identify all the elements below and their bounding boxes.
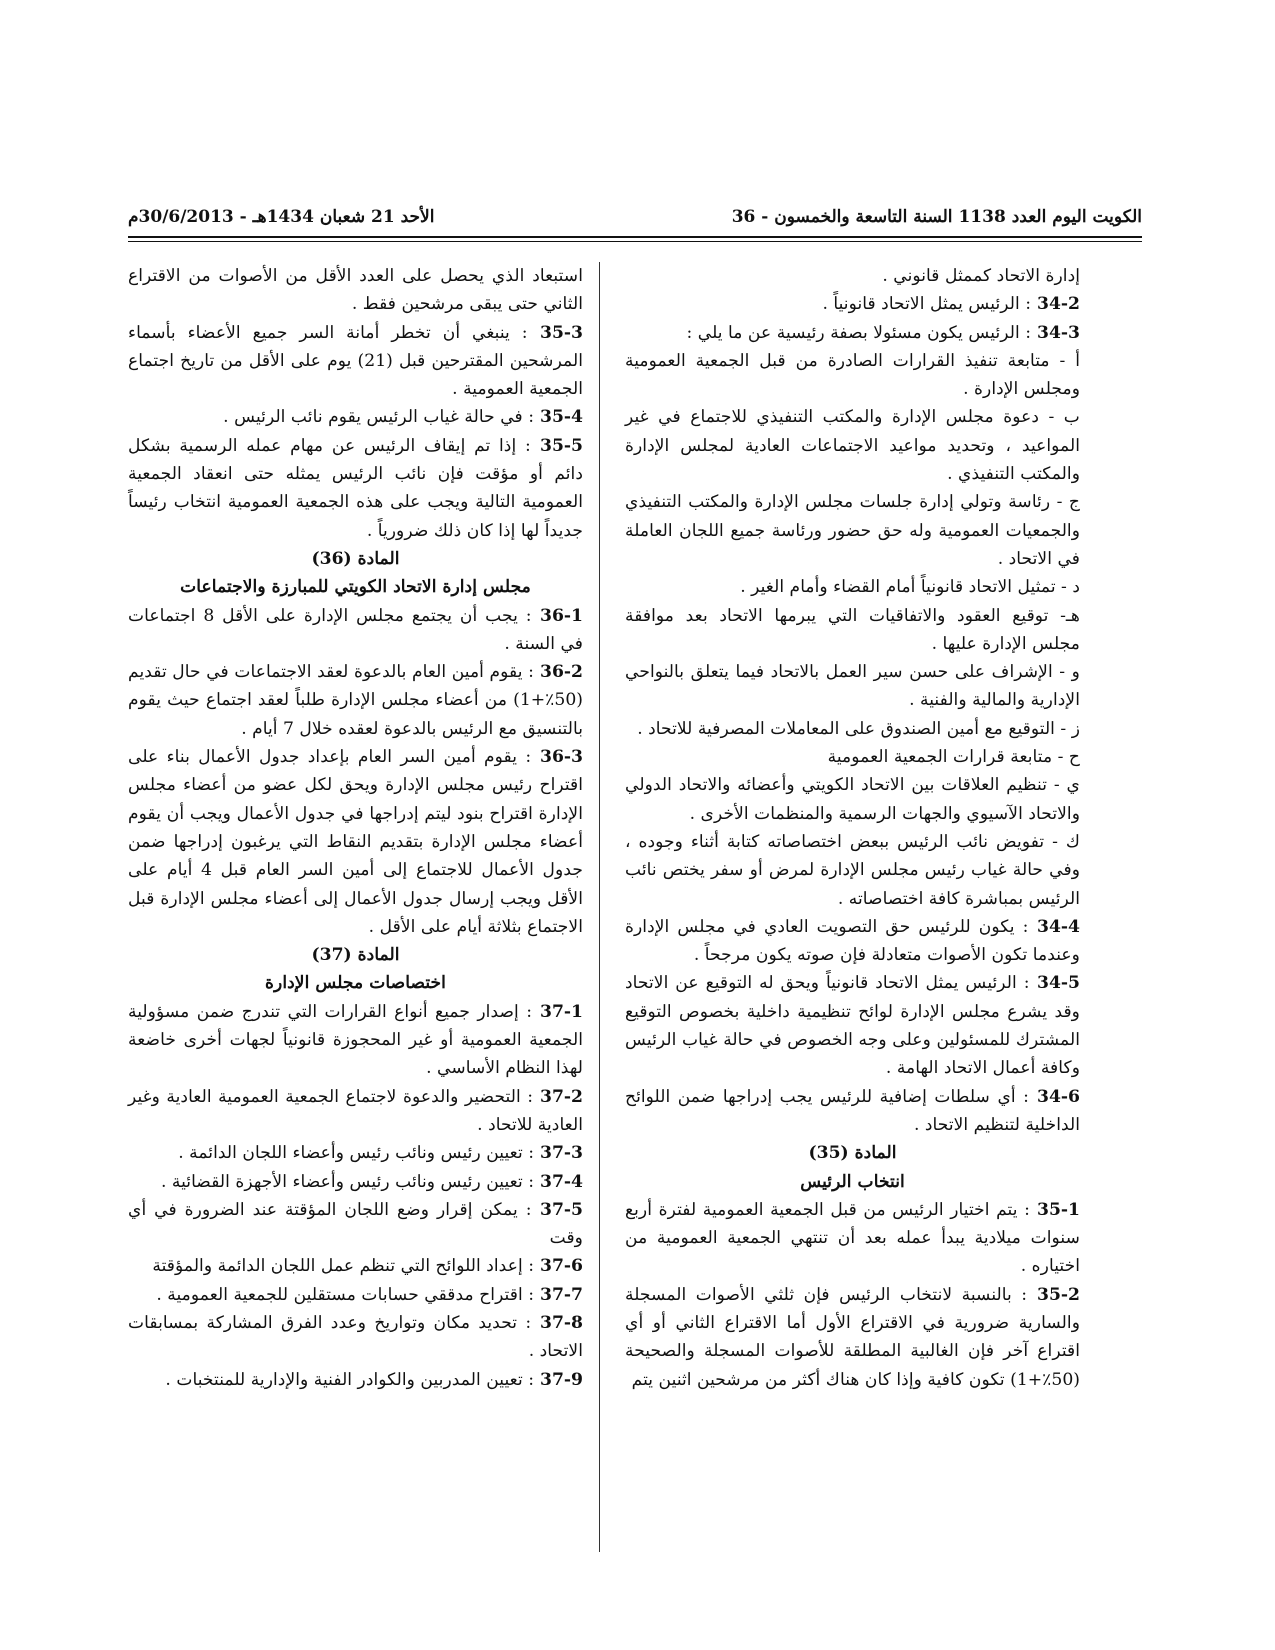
clause-paragraph <box>625 1083 1080 1140</box>
clause-paragraph <box>128 602 583 659</box>
clause-number: 37-3 <box>534 1143 583 1164</box>
clause-text: : تحديد مكان وتواريخ وعدد الفرق المشاركة بمسابقات الاتحاد . <box>128 1312 583 1362</box>
clause-paragraph <box>128 1281 583 1309</box>
clause-paragraph <box>128 432 583 545</box>
clause-number: 35-4 <box>534 407 583 428</box>
clause-paragraph <box>128 1366 583 1394</box>
clause-number: 34-2 <box>1031 294 1080 315</box>
clause-number: 37-6 <box>534 1256 583 1277</box>
clause-number: 36-2 <box>533 662 583 683</box>
clause-text: : بالنسبة لانتخاب الرئيس فإن ثلثي الأصوات المسجلة والسارية ضرورية في الاقتراع الأول أما الاقتراع الثاني أو أي اقتراع آخر فإن الغالبية المطلقة للأصوات المسجلة والصحيحة (50٪+1) تكون كافية وإذا كان هناك أكثر من مرشحين اثنين يتم <box>625 1284 1080 1390</box>
clause-text: : الرئيس يكون مسئولا بصفة رئيسية عن ما يلي : <box>686 322 1031 343</box>
column-divider <box>599 262 600 1552</box>
clause-text: : في حالة غياب الرئيس يقوم نائب الرئيس . <box>223 407 534 428</box>
clause-text: : يكون للرئيس حق التصويت العادي في مجلس الإدارة وعندما تكون الأصوات متعادلة فإن صوته يكون مرجحاً . <box>625 916 1080 966</box>
clause-paragraph <box>625 771 1080 828</box>
clause-text: : التحضير والدعوة لاجتماع الجمعية العمومية العادية وغير العادية للاتحاد . <box>128 1086 583 1135</box>
clause-number: 37-2 <box>533 1086 583 1107</box>
clause-number: 37-8 <box>531 1312 583 1333</box>
clause-text: د - تمثيل الاتحاد قانونياً أمام القضاء وأمام الغير . <box>740 577 1080 598</box>
clause-number: 37-4 <box>534 1171 583 1192</box>
clause-text: : يجب أن يجتمع مجلس الإدارة على الأقل 8 اجتماعات في السنة . <box>128 605 583 654</box>
clause-text: أ - متابعة تنفيذ القرارات الصادرة من قبل الجمعية العمومية ومجلس الإدارة . <box>625 350 1080 400</box>
right-column <box>625 262 1080 1394</box>
clause-text: ك - تفويض نائب الرئيس ببعض اختصاصاته كتابة أثناء وجوده ، وفي حالة غياب رئيس مجلس الإدارة لمرض أو سفر يختص نائب الرئيس بمباشرة كافة اختصاصاته . <box>625 831 1080 909</box>
left-column <box>128 262 583 1394</box>
clause-text: : أي سلطات إضافية للرئيس يجب إدراجها ضمن اللوائح الداخلية لتنظيم الاتحاد . <box>625 1086 1080 1135</box>
clause-paragraph <box>128 743 583 941</box>
clause-paragraph <box>625 828 1080 913</box>
clause-number: 35-3 <box>527 322 583 343</box>
clause-number: 34-6 <box>1028 1086 1080 1107</box>
clause-text: : تعيين رئيس ونائب رئيس وأعضاء الأجهزة القضائية . <box>160 1171 534 1192</box>
article-title: انتخاب الرئيس <box>800 1171 905 1192</box>
clause-number: 34-3 <box>1031 322 1080 343</box>
clause-number: 35-2 <box>1027 1284 1081 1305</box>
clause-text: إدارة الاتحاد كممثل قانوني . <box>882 266 1080 286</box>
clause-text: : اقتراح مدققي حسابات مستقلين للجمعية العمومية . <box>156 1284 534 1305</box>
clause-number: 34-4 <box>1028 916 1081 937</box>
clause-text: : إعداد اللوائح التي تنظم عمل اللجان الدائمة والمؤقتة <box>152 1256 534 1277</box>
clause-paragraph <box>128 998 583 1083</box>
article-title: اختصاصات مجلس الإدارة <box>265 973 446 994</box>
clause-text: : إصدار جميع أنواع القرارات التي تندرج ضمن مسؤولية الجمعية العمومية أو غير المحجوزة قانونياً لجهات أخرى خاضعة لهذا النظام الأساسي . <box>128 1001 583 1079</box>
clause-number: 35-1 <box>1029 1199 1081 1220</box>
clause-text: : يقوم أمين العام بالدعوة لعقد الاجتماعات في حال تقديم (50٪+1) من أعضاء مجلس الإدارة طلباً لعقد اجتماع حيث يقوم بالتنسيق مع الرئيس بالدعوة لعقده خلال 7 أيام . <box>128 662 583 739</box>
clause-text: ب - دعوة مجلس الإدارة والمكتب التنفيذي للاجتماع في غير المواعيد ، وتحديد مواعيد الاجتماعات العادية لمجلس الإدارة والمكتب التنفيذي . <box>625 407 1080 485</box>
clause-paragraph <box>625 347 1080 404</box>
clause-number: 37-1 <box>532 1001 583 1022</box>
clause-number: 36-1 <box>531 605 583 626</box>
clause-text: : تعيين رئيس ونائب رئيس وأعضاء اللجان الدائمة . <box>178 1143 534 1164</box>
clause-paragraph <box>128 1309 583 1366</box>
clause-text: ح - متابعة قرارات الجمعية العمومية <box>827 747 1080 768</box>
clause-paragraph <box>128 319 583 404</box>
clause-paragraph <box>128 1139 583 1167</box>
article-heading: المادة (36) <box>311 548 400 569</box>
article-heading: المادة (37) <box>311 945 400 966</box>
clause-paragraph <box>128 658 583 743</box>
clause-paragraph <box>625 969 1080 1082</box>
clause-paragraph <box>625 913 1080 970</box>
clause-paragraph <box>625 1281 1080 1394</box>
clause-number: 37-9 <box>534 1369 583 1390</box>
clause-paragraph <box>128 1196 583 1253</box>
clause-paragraph <box>128 1168 583 1196</box>
clause-text: : الرئيس يمثل الاتحاد قانونياً ويحق له التوقيع عن الاتحاد وقد يشرع مجلس الإدارة لوائح تنظيمية داخلية بخصوص التوقيع المشترك للمسئولين وعلى وجه الخصوص في حالة غياب الرئيس وكافة أعمال الاتحاد الهامة . <box>625 973 1080 1079</box>
clause-text: : يمكن إقرار وضع اللجان المؤقتة عند الضرورة في أي وقت <box>128 1199 583 1249</box>
clause-number: 34-5 <box>1029 973 1080 994</box>
clause-paragraph <box>128 403 583 431</box>
clause-paragraph <box>625 262 1080 290</box>
clause-paragraph <box>625 715 1080 743</box>
clause-paragraph <box>625 488 1080 573</box>
page-header <box>128 203 1142 235</box>
header-publication-info: الكويت اليوم العدد 1138 السنة التاسعة والخمسون - 36 <box>731 207 1142 227</box>
clause-paragraph <box>625 403 1080 488</box>
clause-paragraph <box>625 743 1080 771</box>
clause-paragraph <box>625 1196 1080 1281</box>
clause-paragraph <box>625 319 1080 347</box>
clause-text: ز - التوقيع مع أمين الصندوق على المعاملات المصرفية للاتحاد . <box>637 718 1080 739</box>
header-date: الأحد 21 شعبان 1434هـ - 30/6/2013م <box>128 207 435 227</box>
clause-text: : الرئيس يمثل الاتحاد قانونياً . <box>822 294 1031 315</box>
article-title: مجلس إدارة الاتحاد الكويتي للمبارزة والاجتماعات <box>180 577 531 598</box>
clause-number: 35-5 <box>530 435 584 456</box>
article-heading: المادة (35) <box>808 1143 897 1164</box>
clause-paragraph <box>625 602 1080 659</box>
clause-number: 37-5 <box>531 1199 583 1220</box>
clause-paragraph <box>625 658 1080 715</box>
clause-number: 37-7 <box>534 1284 583 1305</box>
clause-text: ي - تنظيم العلاقات بين الاتحاد الكويتي وأعضائه والاتحاد الدولي والاتحاد الآسيوي والجهات الرسمية والمنظمات الأخرى . <box>625 775 1080 824</box>
clause-text: هـ- توقيع العقود والاتفاقيات التي يبرمها الاتحاد بعد موافقة مجلس الإدارة عليها . <box>625 605 1080 654</box>
clause-paragraph <box>625 573 1080 601</box>
clause-number: 36-3 <box>531 747 584 768</box>
header-rule <box>128 236 1142 238</box>
clause-text: و - الإشراف على حسن سير العمل بالاتحاد فيما يتعلق بالنواحي الإدارية والمالية والفنية . <box>625 662 1080 711</box>
clause-text: ج - رئاسة وتولي إدارة جلسات مجلس الإدارة والمكتب التنفيذي والجمعيات العمومية وله حق حضور ورئاسة جميع اللجان العاملة في الاتحاد . <box>625 492 1080 569</box>
clause-paragraph <box>128 1252 583 1280</box>
clause-text: : إذا تم إيقاف الرئيس عن مهام عمله الرسمية بشكل دائم أو مؤقت فإن نائب الرئيس يمثله حتى انعقاد الجمعية العمومية التالية ويجب على هذه الجمعية العمومية انتخاب رئيساً جديداً لها إذا كان ذلك ضرورياً . <box>128 435 583 541</box>
clause-paragraph <box>625 290 1080 318</box>
clause-text: : يتم اختيار الرئيس من قبل الجمعية العمومية لفترة أربع سنوات ميلادية يبدأ عمله بعد أن تنتهي الجمعية العمومية من اختياره . <box>625 1199 1080 1277</box>
clause-text: : يقوم أمين السر العام بإعداد جدول الأعمال بناء على اقتراح رئيس مجلس الإدارة ويحق لكل عضو من أعضاء مجلس الإدارة اقتراح بنود ليتم إدراجها في جدول الأعمال ويجب أن يقوم أعضاء مجلس الإدارة بتقديم النقاط التي يرغبون إدراجها ضمن جدول الأعمال للاجتماع إلى أمين السر العام قبل 4 أيام على الأقل ويجب إرسال جدول الأعمال إلى أعضاء مجلس الإدارة قبل الاجتماع بثلاثة أيام على الأقل . <box>128 747 583 937</box>
header-rule-thin <box>128 241 1142 242</box>
clause-text: استبعاد الذي يحصل على العدد الأقل من الأصوات من الاقتراع الثاني حتى يبقى مرشحين فقط . <box>128 266 583 315</box>
clause-paragraph <box>128 1083 583 1140</box>
clause-paragraph <box>128 262 583 319</box>
clause-text: : ينبغي أن تخطر أمانة السر جميع الأعضاء بأسماء المرشحين المقترحين قبل (21) يوم على الأقل من تاريخ اجتماع الجمعية العمومية . <box>128 322 583 400</box>
clause-text: : تعيين المدربين والكوادر الفنية والإدارية للمنتخبات . <box>165 1369 534 1390</box>
